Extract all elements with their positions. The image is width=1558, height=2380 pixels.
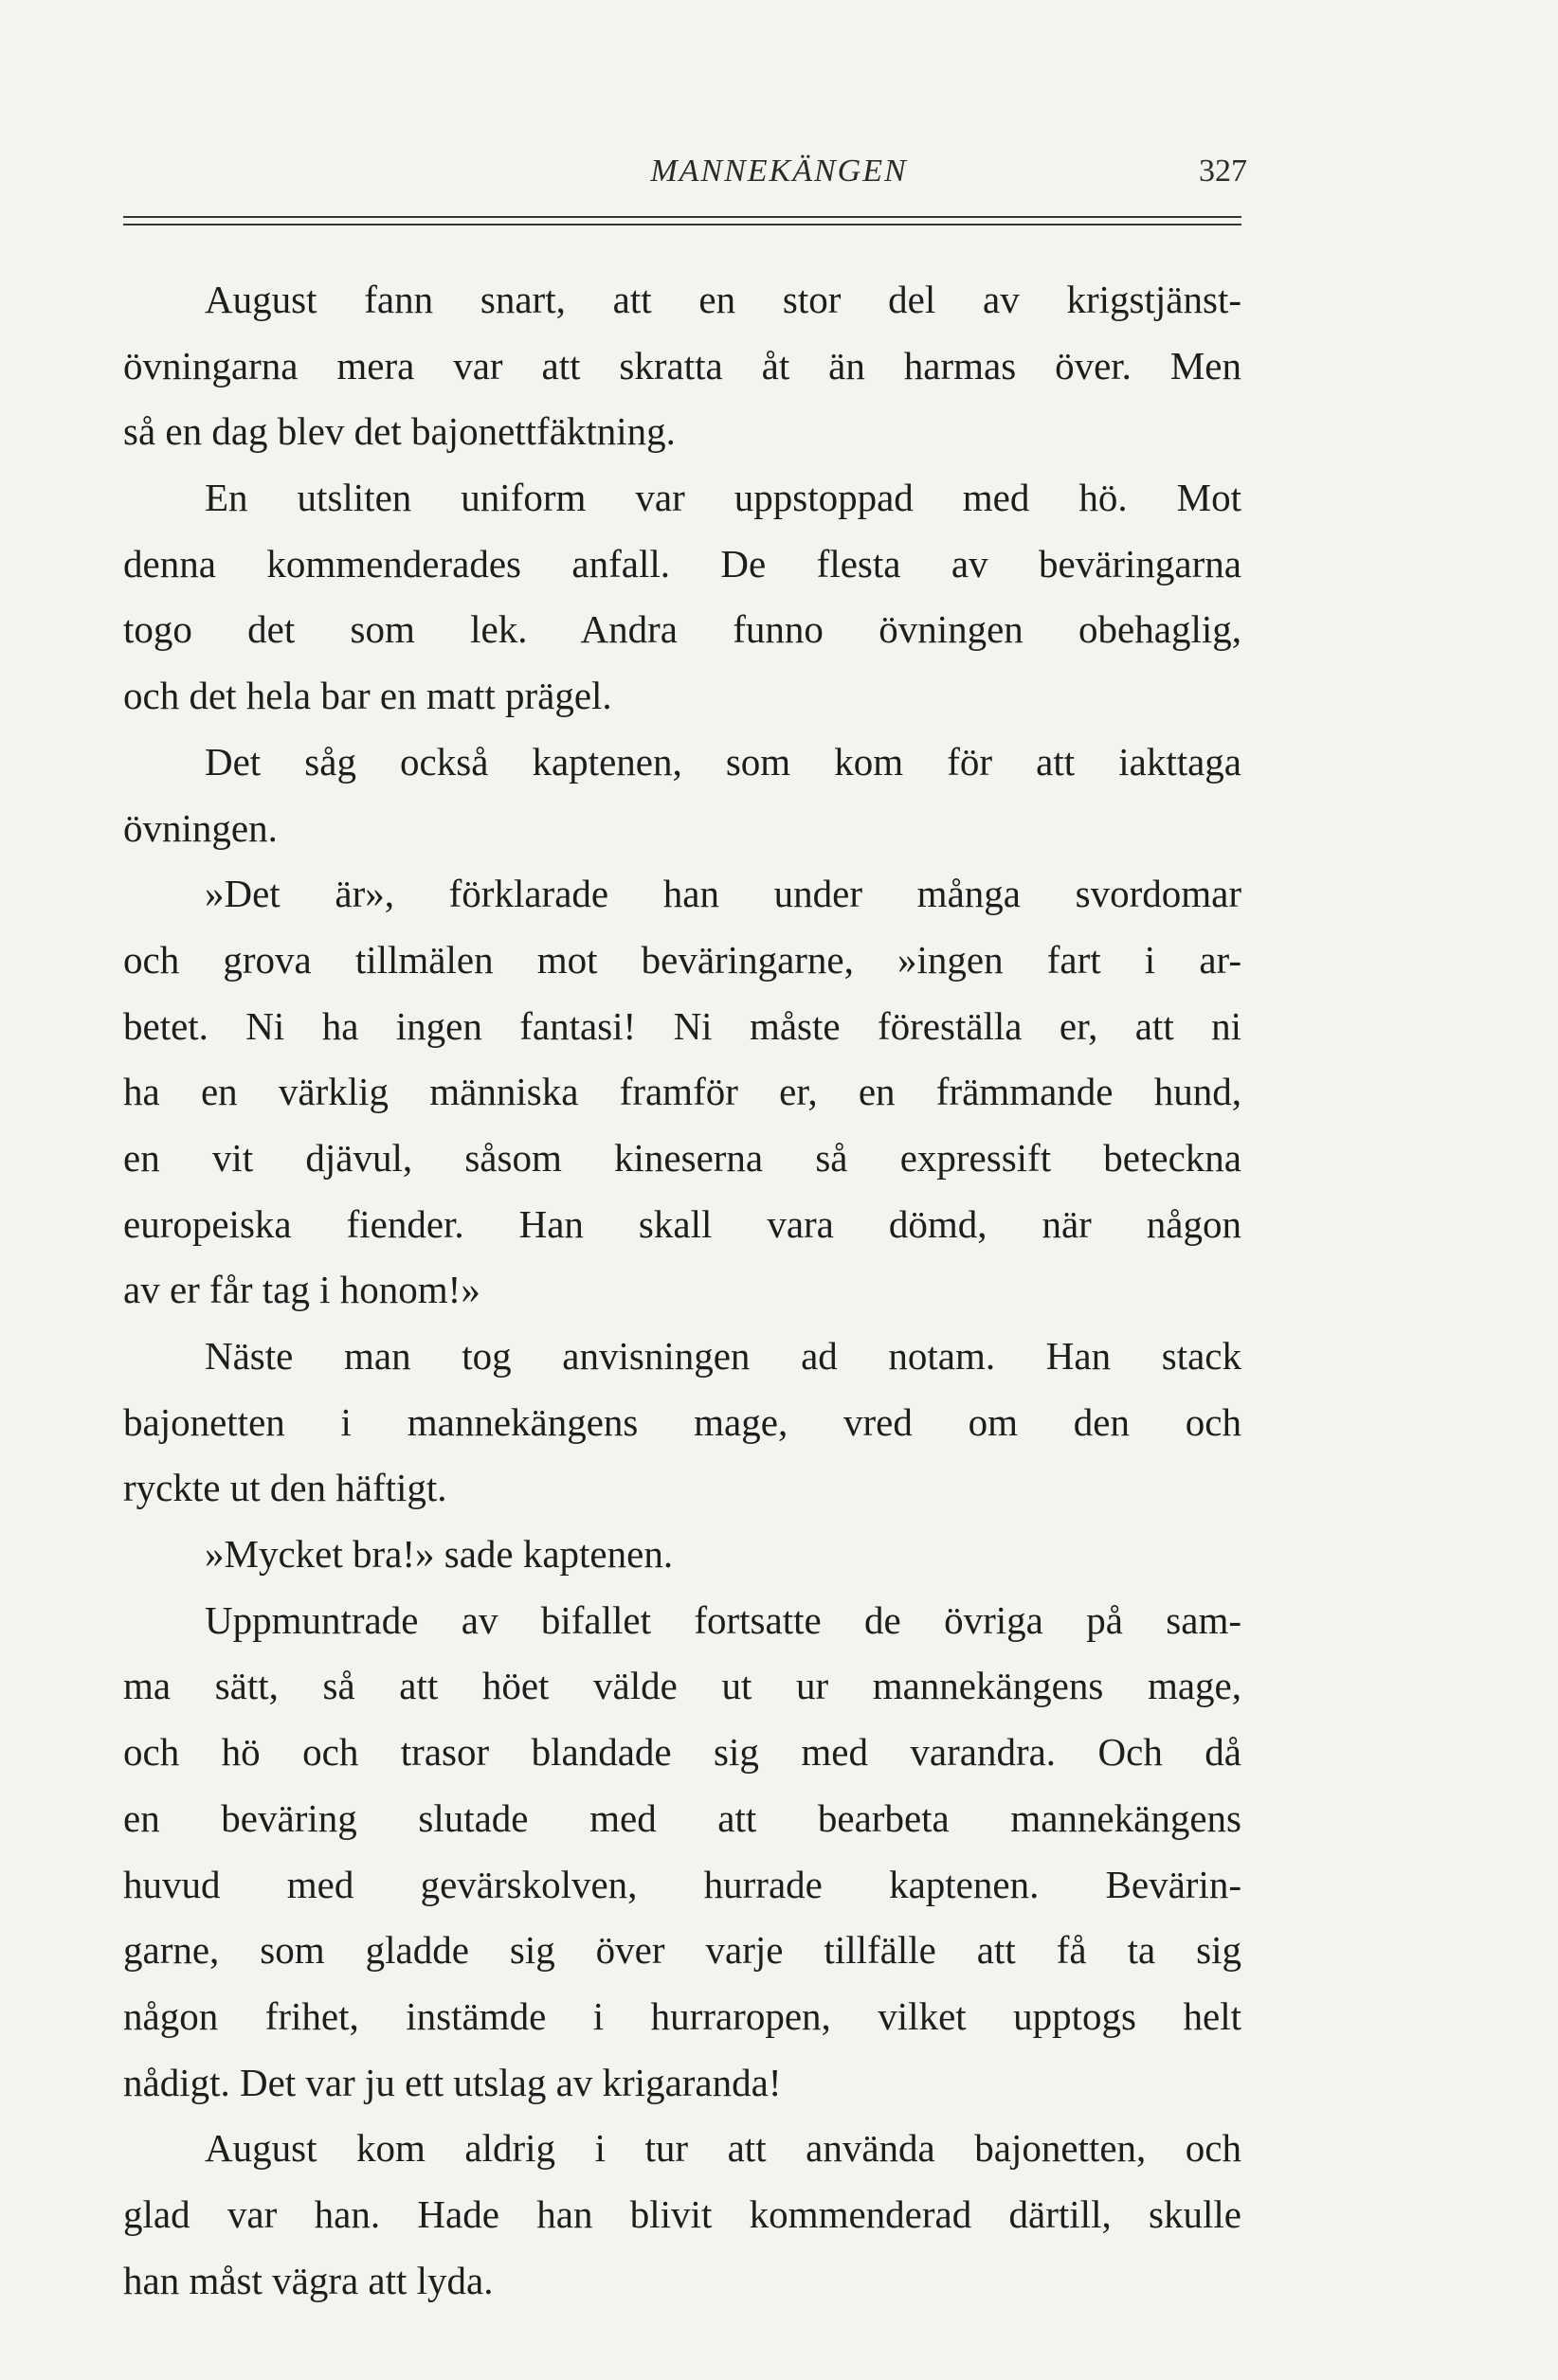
body-text — [123, 267, 1241, 2314]
text-line: August kom aldrig i tur att använda bajonetten, och — [205, 2126, 1241, 2171]
header-rule — [123, 216, 1241, 218]
text-line: »Mycket bra!» sade kaptenen. — [205, 1532, 674, 1577]
text-line: togo det som lek. Andra funno övningen obehaglig, — [123, 607, 1241, 652]
page-number: 327 — [1199, 153, 1247, 189]
text-line: och hö och trasor blandade sig med varandra. Och då — [123, 1730, 1241, 1775]
text-line: en beväring slutade med att bearbeta mannekängens — [123, 1795, 1241, 1840]
text-line: och grova tillmälen mot beväringarne, »ingen fart i ar- — [123, 937, 1241, 982]
text-line: Uppmuntrade av bifallet fortsatte de övriga på sam- — [205, 1597, 1241, 1642]
header-rule — [123, 224, 1241, 225]
text-line: denna kommenderades anfall. De flesta av beväringarna — [123, 541, 1241, 586]
text-line: bajonetten i mannekängens mage, vred om den och — [123, 1399, 1241, 1444]
text-line: övningarna mera var att skratta åt än harmas över. Men — [123, 343, 1241, 388]
text-line: En utsliten uniform var uppstoppad med hö. Mot — [205, 476, 1241, 520]
text-line: och det hela bar en matt prägel. — [123, 674, 612, 718]
text-line: glad var han. Hade han blivit kommenderad därtill, skulle — [123, 2191, 1241, 2236]
text-line: så en dag blev det bajonettfäktning. — [123, 409, 676, 454]
text-line: garne, som gladde sig över varje tillfälle att få ta sig — [123, 1928, 1241, 1973]
text-line: betet. Ni ha ingen fantasi! Ni måste föreställa er, att ni — [123, 1003, 1241, 1048]
text-line: europeiska fiender. Han skall vara dömd, när någon — [123, 1201, 1241, 1246]
running-title: MANNEKÄNGEN — [650, 153, 908, 189]
text-line: ma sätt, så att höet välde ut ur mannekängens mage, — [123, 1664, 1241, 1708]
text-line: en vit djävul, såsom kineserna så expressift beteckna — [123, 1135, 1241, 1180]
text-line: övningen. — [123, 805, 278, 850]
text-line: ha en värklig människa framför er, en främmande hund, — [123, 1070, 1241, 1114]
text-line: huvud med gevärskolven, hurrade kaptenen. Bevärin- — [123, 1862, 1241, 1906]
text-line: ryckte ut den häftigt. — [123, 1466, 447, 1510]
text-line: »Det är», förklarade han under många svordomar — [205, 872, 1241, 916]
text-line: någon frihet, instämde i hurraropen, vilket upptogs helt — [123, 1993, 1241, 2038]
text-line: nådigt. Det var ju ett utslag av krigaranda! — [123, 2060, 782, 2104]
text-line: Det såg också kaptenen, som kom för att iakttaga — [205, 739, 1241, 784]
text-line: av er får tag i honom!» — [123, 1268, 480, 1312]
text-line: han måst vägra att lyda. — [123, 2258, 494, 2302]
text-line: August fann snart, att en stor del av krigstjänst- — [205, 278, 1241, 321]
text-line: Näste man tog anvisningen ad notam. Han stack — [205, 1334, 1241, 1378]
